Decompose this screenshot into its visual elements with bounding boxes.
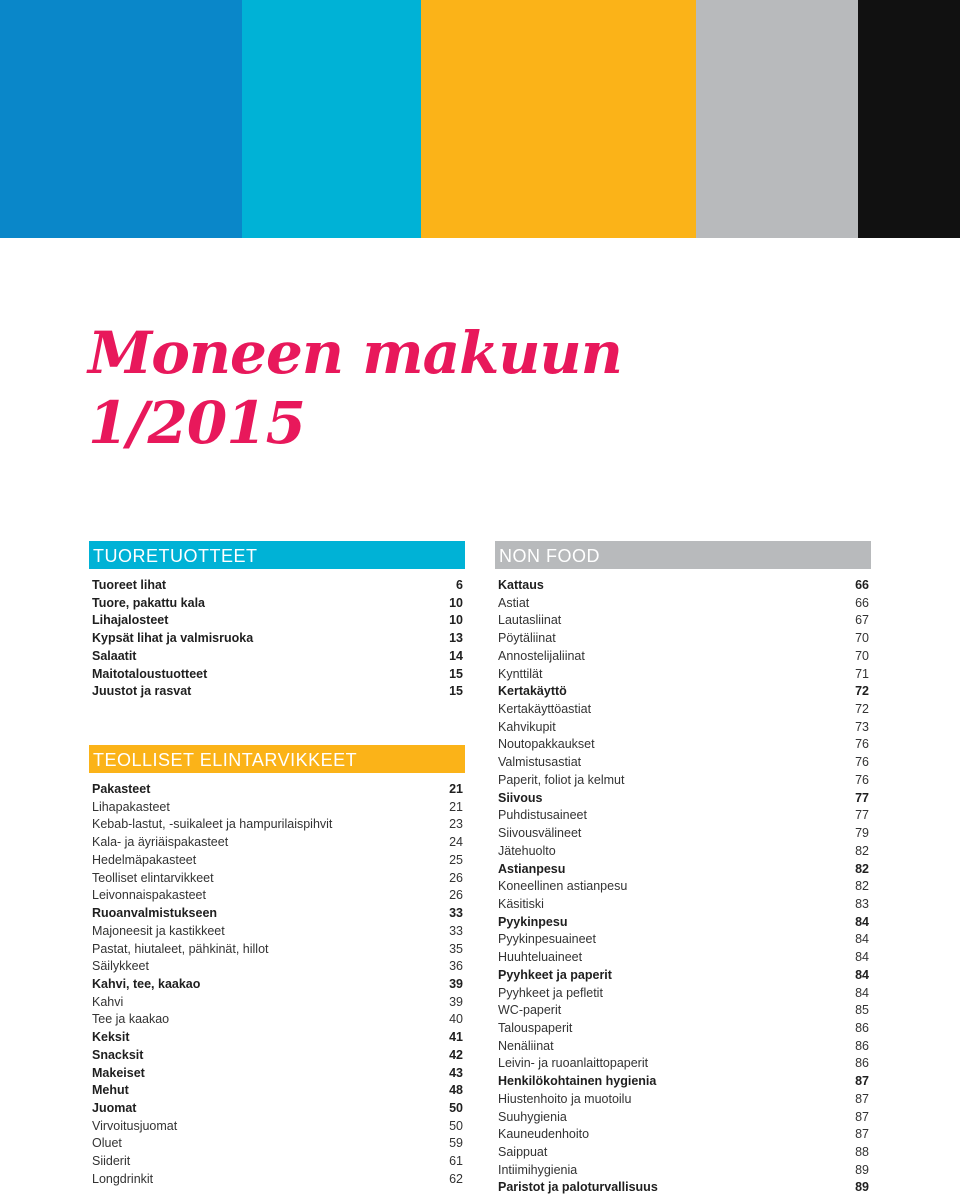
toc-entry-page: 33 (449, 923, 463, 938)
toc-entry (495, 896, 871, 914)
toc-entry-label: Pyyhkeet ja pefletit (498, 985, 603, 1000)
toc-entry (89, 595, 465, 613)
toc-entry-label: Leivin- ja ruoanlaittopaperit (498, 1056, 649, 1071)
toc-entry-label: Henkilökohtainen hygienia (498, 1074, 657, 1089)
toc-entry-label: Pyykinpesu (498, 914, 568, 929)
toc-entry-label: Tuore, pakattu kala (92, 595, 205, 610)
toc-entry-page: 41 (449, 1030, 463, 1045)
toc-entry-label: Siivousvälineet (498, 826, 582, 841)
toc-entry-label: Juomat (92, 1100, 137, 1115)
toc-entry-page: 76 (855, 737, 869, 752)
toc-entry-page: 87 (855, 1091, 869, 1106)
toc-entry (495, 612, 871, 630)
color-bar-blue (0, 0, 242, 238)
toc-entry (495, 577, 871, 595)
toc-entry (89, 1171, 465, 1189)
toc-entry-label: Siivous (498, 790, 543, 805)
toc-entry-page: 84 (855, 932, 869, 947)
toc-entry (495, 772, 871, 790)
toc-entry (495, 630, 871, 648)
toc-entry-label: Kahvikupit (498, 719, 556, 734)
toc-entry-page: 73 (855, 719, 869, 734)
toc-entry-page: 86 (855, 1020, 869, 1035)
toc-entry (495, 683, 871, 701)
toc-entry (495, 701, 871, 719)
toc-entry (495, 949, 871, 967)
toc-entry (89, 1135, 465, 1153)
toc-entry-page: 21 (449, 782, 463, 797)
toc-entry-label: Pyyhkeet ja paperit (498, 967, 612, 982)
toc-entry (495, 861, 871, 879)
toc-entry (89, 852, 465, 870)
section-header-nonfood: NON FOOD (495, 541, 871, 569)
toc-entry-label: Kauneudenhoito (498, 1127, 590, 1142)
toc-entry-page: 33 (449, 906, 463, 921)
toc-entry-label: WC-paperit (498, 1003, 562, 1018)
toc-entry (89, 1118, 465, 1136)
toc-entry-page: 86 (855, 1038, 869, 1053)
toc-entry-page: 43 (449, 1065, 463, 1080)
toc-entry-label: Kala- ja äyriäispakasteet (92, 835, 229, 850)
title-line-2: 1/2015 (88, 389, 305, 457)
toc-entry-label: Pöytäliinat (498, 631, 556, 646)
toc-entry-page: 82 (855, 879, 869, 894)
toc-entry-label: Keksit (92, 1030, 130, 1045)
toc-entry-label: Kahvi (92, 994, 124, 1009)
toc-entry-label: Pastat, hiutaleet, pähkinät, hillot (92, 941, 269, 956)
toc-entry (89, 1100, 465, 1118)
toc-entry (495, 790, 871, 808)
toc-entry (89, 1065, 465, 1083)
toc-entry-page: 40 (449, 1012, 463, 1027)
toc-entry-label: Paristot ja paloturvallisuus (498, 1180, 658, 1195)
toc-entry (495, 825, 871, 843)
toc-entry-page: 89 (855, 1180, 869, 1195)
toc-entry (89, 958, 465, 976)
color-bars (0, 0, 960, 238)
section-list-tuoretuotteet (89, 577, 465, 701)
toc-entry-label: Intiimihygienia (498, 1162, 578, 1177)
toc-entry-page: 89 (855, 1162, 869, 1177)
color-bar-gray (696, 0, 858, 238)
toc-entry-page: 84 (855, 985, 869, 1000)
toc-entry-label: Kattaus (498, 578, 544, 592)
toc-entry (89, 648, 465, 666)
toc-entry-page: 59 (449, 1136, 463, 1151)
toc-entry-page: 62 (449, 1171, 463, 1186)
toc-entry-label: Annostelijaliinat (498, 648, 585, 663)
toc-entry-label: Makeiset (92, 1065, 145, 1080)
toc-entry (495, 1144, 871, 1162)
toc-entry-page: 48 (449, 1083, 463, 1098)
toc-entry-page: 83 (855, 896, 869, 911)
toc-entry-label: Maitotaloustuotteet (92, 666, 208, 681)
toc-entry (495, 736, 871, 754)
toc-entry (495, 931, 871, 949)
toc-entry-page: 72 (855, 702, 869, 717)
toc-entry-label: Mehut (92, 1083, 129, 1098)
toc-entry-page: 15 (449, 666, 463, 681)
toc-entry-page: 35 (449, 941, 463, 956)
toc-entry (495, 648, 871, 666)
toc-entry-label: Nenäliinat (498, 1038, 554, 1053)
toc-entry (89, 1047, 465, 1065)
toc-entry-label: Noutopakkaukset (498, 737, 595, 752)
toc-entry-label: Astianpesu (498, 861, 566, 876)
toc-entry (89, 941, 465, 959)
toc-entry-label: Majoneesit ja kastikkeet (92, 923, 225, 938)
toc-entry (89, 612, 465, 630)
toc-entry-page: 88 (855, 1145, 869, 1159)
toc-entry-page: 13 (449, 631, 463, 646)
toc-entry-label: Säilykkeet (92, 959, 149, 974)
toc-entry-label: Käsitiski (498, 896, 544, 911)
toc-entry-label: Huuhteluaineet (498, 950, 583, 965)
toc-entry (89, 816, 465, 834)
toc-entry (495, 1055, 871, 1073)
toc-entry (89, 1082, 465, 1100)
toc-entry (495, 1091, 871, 1109)
color-bar-cyan (242, 0, 421, 238)
toc-entry (495, 595, 871, 613)
toc-entry-page: 21 (449, 799, 463, 814)
toc-entry (89, 577, 465, 595)
toc-entry-label: Siiderit (92, 1154, 131, 1169)
toc-entry-label: Koneellinen astianpesu (498, 879, 628, 894)
toc-entry-page: 70 (855, 648, 869, 663)
toc-entry-label: Lihajalosteet (92, 613, 169, 628)
toc-entry-label: Kertakäyttöastiat (498, 702, 592, 717)
toc-entry-page: 71 (855, 666, 869, 681)
toc-entry-label: Juustot ja rasvat (92, 684, 192, 699)
left-column (89, 541, 465, 1189)
toc-entry (89, 666, 465, 684)
toc-entry-label: Puhdistusaineet (498, 808, 587, 823)
color-bar-black (858, 0, 960, 238)
toc-entry-page: 84 (855, 950, 869, 965)
toc-entry (495, 843, 871, 861)
toc-entry-label: Virvoitusjuomat (92, 1118, 178, 1133)
toc-entry (495, 1038, 871, 1056)
toc-entry-page: 10 (449, 595, 463, 610)
toc-entry-page: 66 (855, 578, 869, 592)
toc-entry (495, 1002, 871, 1020)
toc-entry-label: Lautasliinat (498, 613, 562, 628)
toc-entry-label: Hiustenhoito ja muotoilu (498, 1091, 632, 1106)
toc-entry-page: 10 (449, 613, 463, 628)
toc-entry (495, 666, 871, 684)
toc-entry-page: 24 (449, 835, 463, 850)
toc-entry-page: 84 (855, 914, 869, 929)
toc-entry (89, 976, 465, 994)
toc-entry-page: 76 (855, 755, 869, 770)
toc-entry-page: 77 (855, 790, 869, 805)
toc-entry (89, 781, 465, 799)
toc-entry-label: Kahvi, tee, kaakao (92, 976, 201, 991)
toc-entry-label: Astiat (498, 595, 530, 610)
toc-entry-label: Valmistusastiat (498, 755, 582, 770)
toc-entry-label: Kypsät lihat ja valmisruoka (92, 631, 254, 646)
toc-entry (495, 878, 871, 896)
toc-entry (89, 1029, 465, 1047)
toc-entry-label: Paperit, foliot ja kelmut (498, 772, 625, 787)
toc-entry (495, 1073, 871, 1091)
section-list-nonfood (495, 577, 871, 1197)
section-header-tuoretuotteet: TUORETUOTTEET (89, 541, 465, 569)
right-column (495, 541, 871, 1197)
toc-entry (495, 1162, 871, 1180)
toc-entry-page: 76 (855, 772, 869, 787)
toc-entry (495, 754, 871, 772)
toc-entry (495, 914, 871, 932)
toc-entry-page: 50 (449, 1100, 463, 1115)
toc-entry-label: Talouspaperit (498, 1020, 573, 1035)
toc-entry (89, 683, 465, 701)
toc-entry (495, 1020, 871, 1038)
toc-entry-page: 15 (449, 684, 463, 699)
toc-entry-page: 36 (449, 959, 463, 974)
toc-entry-page: 23 (449, 817, 463, 832)
toc-entry-page: 87 (855, 1109, 869, 1124)
color-bar-yellow (421, 0, 696, 238)
toc-entry-label: Suuhygienia (498, 1109, 567, 1124)
toc-entry-label: Kynttilät (498, 666, 543, 681)
toc-entry (89, 923, 465, 941)
toc-entry (89, 994, 465, 1012)
toc-entry-label: Kebab-lastut, -suikaleet ja hampurilaispihvit (92, 817, 333, 832)
toc-entry (495, 1179, 871, 1197)
toc-entry-label: Tuoreet lihat (92, 578, 167, 592)
toc-entry (89, 1153, 465, 1171)
toc-entry-page: 26 (449, 888, 463, 903)
toc-entry (495, 719, 871, 737)
toc-entry-page: 72 (855, 684, 869, 699)
toc-entry-page: 77 (855, 808, 869, 823)
toc-entry-label: Oluet (92, 1136, 122, 1151)
toc-entry-label: Pyykinpesuaineet (498, 932, 596, 947)
toc-entry (89, 1011, 465, 1029)
toc-entry (89, 799, 465, 817)
toc-entry-page: 25 (449, 852, 463, 867)
toc-entry-page: 84 (855, 967, 869, 982)
section-list-teolliset (89, 781, 465, 1189)
toc-entry-label: Snacksit (92, 1047, 144, 1062)
toc-entry (495, 967, 871, 985)
toc-entry-label: Teolliset elintarvikkeet (92, 870, 214, 885)
page-title (88, 318, 622, 458)
toc-entry-label: Longdrinkit (92, 1171, 154, 1186)
toc-entry-label: Ruoanvalmistukseen (92, 906, 218, 921)
toc-entry-page: 87 (855, 1074, 869, 1089)
toc-entry-page: 39 (449, 976, 463, 991)
toc-entry (89, 870, 465, 888)
toc-entry-page: 14 (449, 648, 463, 663)
toc-entry (89, 834, 465, 852)
toc-entry-page: 39 (449, 994, 463, 1009)
toc-entry (89, 630, 465, 648)
toc-entry-page: 26 (449, 870, 463, 885)
section-header-teolliset: TEOLLISET ELINTARVIKKEET (89, 745, 465, 773)
toc-entry-label: Pakasteet (92, 782, 151, 797)
toc-entry-label: Kertakäyttö (498, 684, 567, 699)
toc-entry-label: Lihapakasteet (92, 799, 170, 814)
toc-entry-label: Jätehuolto (498, 843, 556, 858)
toc-entry-page: 86 (855, 1056, 869, 1071)
toc-entry-page: 82 (855, 861, 869, 876)
toc-entry-label: Leivonnaispakasteet (92, 888, 206, 903)
toc-entry-page: 6 (456, 578, 463, 592)
toc-entry-page: 85 (855, 1003, 869, 1018)
toc-entry-page: 79 (855, 826, 869, 841)
toc-entry-page: 70 (855, 631, 869, 646)
toc-entry-page: 50 (449, 1118, 463, 1133)
title-line-1: Moneen makuun (88, 319, 622, 387)
toc-entry-page: 42 (449, 1047, 463, 1062)
toc-entry-label: Salaatit (92, 648, 137, 663)
toc-entry (89, 905, 465, 923)
toc-entry (495, 1126, 871, 1144)
toc-entry-page: 87 (855, 1127, 869, 1142)
toc-entry (495, 985, 871, 1003)
toc-entry-page: 82 (855, 843, 869, 858)
toc-entry-label: Tee ja kaakao (92, 1012, 170, 1027)
toc-entry-label: Hedelmäpakasteet (92, 852, 197, 867)
toc-entry (89, 887, 465, 905)
toc-entry-page: 67 (855, 613, 869, 628)
toc-entry-page: 61 (449, 1154, 463, 1169)
toc-entry (495, 807, 871, 825)
toc-entry-label: Saippuat (498, 1145, 548, 1159)
toc-entry-page: 66 (855, 595, 869, 610)
toc-entry (495, 1109, 871, 1127)
